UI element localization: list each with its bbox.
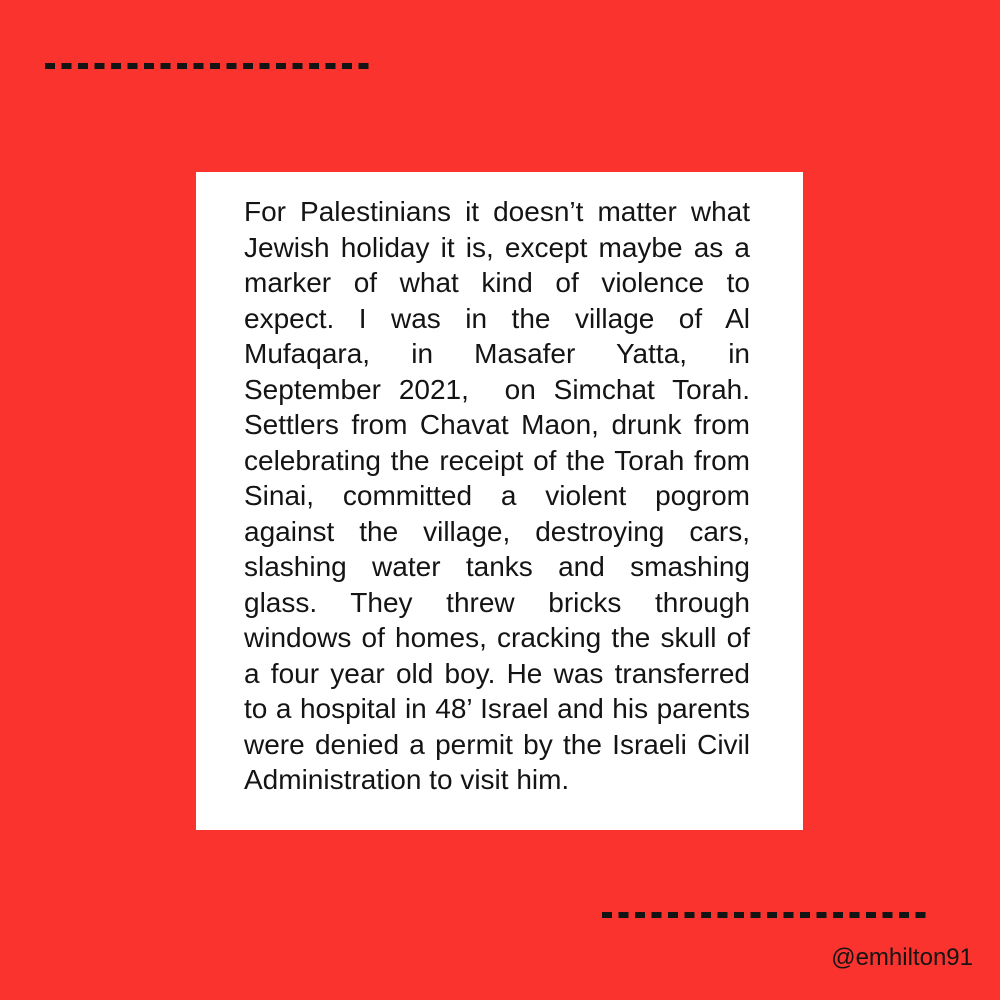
text-line: Administration to visit him.	[244, 764, 570, 795]
text-line: windows of homes, cracking the skull of	[244, 622, 750, 653]
text-line: marker of what kind of violence to	[244, 267, 750, 298]
text-line: a four year old boy. He was transferred	[244, 657, 750, 689]
bottom-dashed-line	[602, 912, 926, 918]
text-line: Jewish holiday it is, except maybe as a	[244, 231, 750, 263]
text-line: celebrating the receipt of the Torah from	[244, 444, 750, 476]
top-dashed-line	[45, 63, 369, 69]
text-line: glass. They threw bricks through	[244, 586, 750, 618]
text-line: expect. I was in the village of Al	[244, 302, 750, 334]
text-line: Sinai, committed a violent pogrom	[244, 480, 750, 511]
quote-text	[244, 194, 750, 798]
text-line: against the village, destroying cars,	[244, 515, 750, 547]
quote-card	[196, 172, 803, 830]
text-line: Settlers from Chavat Maon, drunk from	[244, 409, 750, 440]
text-line: Mufaqara, in Masafer Yatta, in	[244, 338, 750, 369]
text-line: were denied a permit by the Israeli Civil	[244, 728, 750, 760]
text-line: September 2021, on Simchat Torah.	[244, 373, 750, 405]
text-line: to a hospital in 48’ Israel and his parents	[244, 693, 750, 724]
text-line: slashing water tanks and smashing	[244, 551, 750, 582]
author-handle: @emhilton91	[831, 944, 973, 971]
text-line: For Palestinians it doesn’t matter what	[244, 196, 750, 227]
